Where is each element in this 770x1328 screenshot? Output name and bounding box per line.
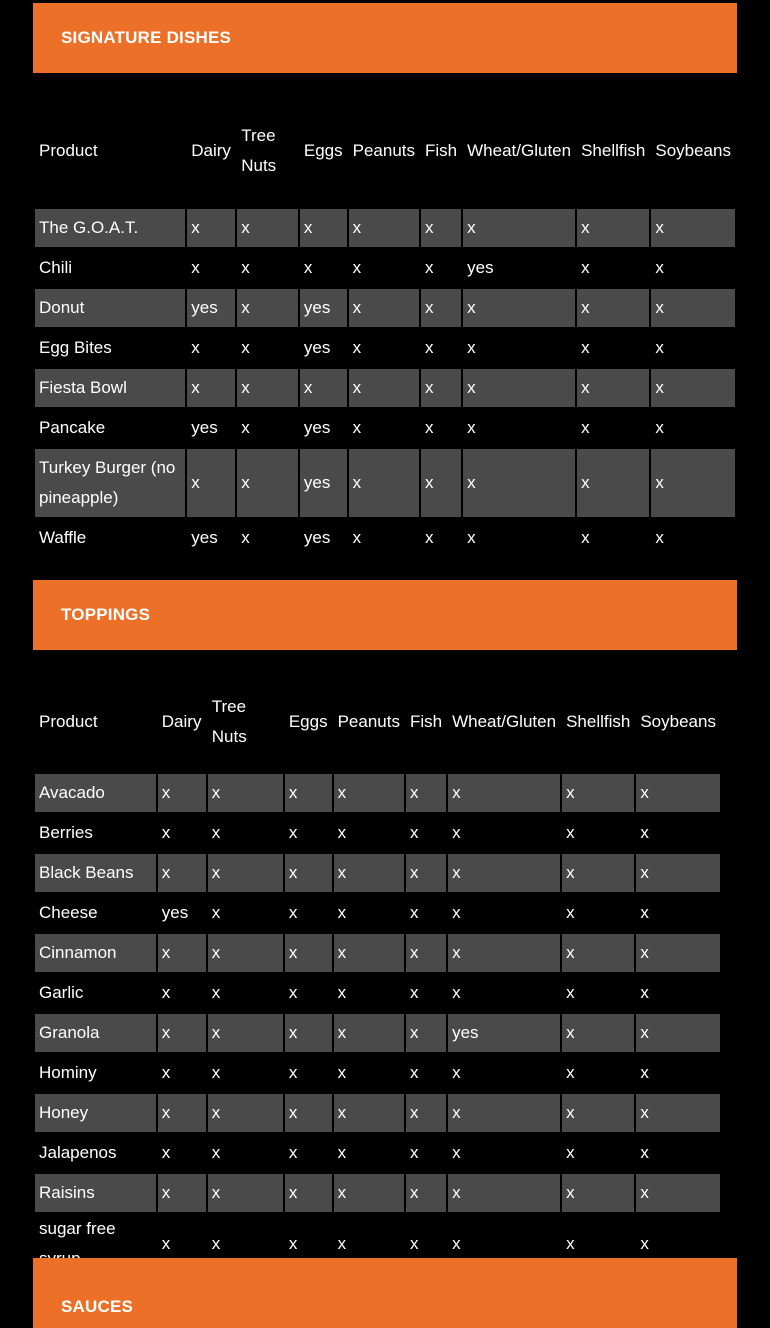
allergen-cell: x <box>285 934 332 972</box>
allergen-cell: x <box>655 418 664 437</box>
allergen-cell: x <box>406 854 446 892</box>
allergen-cell: x <box>463 369 575 407</box>
table-row <box>35 934 720 972</box>
allergen-cell: x <box>651 289 735 327</box>
table-row <box>35 289 735 327</box>
allergen-cell: x <box>337 983 347 1002</box>
allergen-cell: x <box>161 1143 171 1162</box>
allergen-cell: x <box>241 528 250 547</box>
product-name-cell: Cheese <box>39 903 98 922</box>
table-row <box>35 519 735 557</box>
allergen-cell: x <box>425 528 434 547</box>
allergen-cell: x <box>288 1234 298 1253</box>
product-name-cell: Chili <box>39 258 73 277</box>
allergen-cell: x <box>581 258 590 277</box>
allergen-cell: yes <box>191 418 218 437</box>
allergen-cell: x <box>337 823 347 842</box>
product-name-cell: Turkey Burger (no pineapple) <box>35 449 185 517</box>
table-row <box>35 1054 720 1092</box>
table-row <box>35 329 735 367</box>
product-name-cell: Black Beans <box>35 854 156 892</box>
allergen-cell: x <box>352 338 362 357</box>
allergen-cell: x <box>636 1014 720 1052</box>
product-name-cell: Garlic <box>39 983 84 1002</box>
column-header: Product <box>39 141 98 160</box>
allergen-cell: x <box>640 1143 649 1162</box>
column-header: Product <box>39 712 98 731</box>
allergen-cell: x <box>241 418 250 437</box>
allergen-cell: x <box>421 369 461 407</box>
allergen-cell: x <box>208 774 283 812</box>
table-row <box>35 449 735 517</box>
allergen-cell: x <box>636 1174 720 1212</box>
allergen-cell: x <box>300 209 347 247</box>
product-name-cell: Waffle <box>39 528 87 547</box>
allergen-cell: x <box>237 369 298 407</box>
allergen-cell: x <box>406 934 446 972</box>
column-header: Soybeans <box>655 141 731 160</box>
allergen-cell: yes <box>187 289 235 327</box>
allergen-cell: x <box>208 1094 283 1132</box>
table-header-row <box>35 692 720 752</box>
allergen-cell: x <box>562 774 634 812</box>
allergen-cell: x <box>562 934 634 972</box>
allergen-cell: x <box>640 823 649 842</box>
product-name-cell: The G.O.A.T. <box>35 209 185 247</box>
section-title: SIGNATURE DISHES <box>61 28 232 47</box>
allergen-cell: x <box>288 903 298 922</box>
allergen-cell: x <box>452 1234 461 1253</box>
allergen-cell: yes <box>467 258 494 277</box>
allergen-cell: x <box>191 258 200 277</box>
allergen-cell: x <box>158 1174 206 1212</box>
toppings-rows <box>35 774 720 1274</box>
allergen-cell: x <box>208 934 283 972</box>
allergen-cell: x <box>577 289 649 327</box>
column-header: Wheat/Gluten <box>467 141 572 160</box>
allergen-cell: x <box>334 1094 404 1132</box>
allergen-cell: x <box>452 903 461 922</box>
allergen-cell: x <box>208 854 283 892</box>
allergen-cell: x <box>448 1174 560 1212</box>
product-name-cell: Jalapenos <box>39 1143 117 1162</box>
section-header-toppings <box>33 580 737 650</box>
allergen-cell: x <box>288 983 298 1002</box>
column-header: Peanuts <box>352 141 416 160</box>
allergen-cell: x <box>406 1094 446 1132</box>
allergen-cell: x <box>566 1143 575 1162</box>
allergen-cell: x <box>566 983 575 1002</box>
allergen-cell: x <box>337 1234 347 1253</box>
allergen-cell: x <box>285 1014 332 1052</box>
allergen-cell: x <box>288 1143 298 1162</box>
allergen-cell: x <box>337 903 347 922</box>
allergen-cell: x <box>448 774 560 812</box>
allergen-cell: x <box>349 209 419 247</box>
allergen-cell: x <box>337 1143 347 1162</box>
allergen-cell: x <box>352 258 362 277</box>
allergen-cell: x <box>288 1063 298 1082</box>
allergen-cell: x <box>409 983 419 1002</box>
allergen-cell: x <box>421 209 461 247</box>
product-name-cell: Honey <box>35 1094 156 1132</box>
product-name-cell: Raisins <box>35 1174 156 1212</box>
allergen-cell: x <box>334 774 404 812</box>
table-row <box>35 209 735 247</box>
allergen-cell: x <box>349 369 419 407</box>
allergen-cell: x <box>187 369 235 407</box>
allergen-cell: x <box>651 369 735 407</box>
column-header: Wheat/Gluten <box>452 712 557 731</box>
column-header: Dairy <box>161 712 202 731</box>
allergen-cell: x <box>651 449 735 517</box>
allergen-cell: x <box>636 1094 720 1132</box>
product-name-cell: Avacado <box>35 774 156 812</box>
column-header: Shellfish <box>566 712 631 731</box>
allergen-cell: x <box>577 209 649 247</box>
column-header: Eggs <box>303 141 343 160</box>
column-header: Dairy <box>191 141 231 160</box>
allergen-cell: x <box>651 209 735 247</box>
allergen-cell: yes <box>448 1014 560 1052</box>
section-title: TOPPINGS <box>61 605 151 624</box>
allergen-cell: x <box>211 903 221 922</box>
table-row <box>35 974 720 1012</box>
section-header-sauces <box>33 1258 737 1328</box>
allergen-cell: x <box>566 1063 575 1082</box>
product-name-cell: Donut <box>35 289 185 327</box>
table-row <box>35 1094 720 1132</box>
allergen-cell: x <box>158 854 206 892</box>
allergen-cell: x <box>158 934 206 972</box>
allergen-cell: x <box>425 418 434 437</box>
allergen-cell: x <box>448 854 560 892</box>
column-header: Soybeans <box>640 712 716 731</box>
product-name-cell: sugar free <box>39 1219 116 1238</box>
allergen-cell: x <box>285 774 332 812</box>
table-row <box>35 1134 720 1172</box>
product-name-cell: Fiesta Bowl <box>35 369 185 407</box>
product-name-cell: Egg Bites <box>39 338 112 357</box>
allergen-cell: x <box>187 449 235 517</box>
signature-dishes-table <box>33 113 737 559</box>
column-header: Peanuts <box>337 712 400 731</box>
table-row <box>35 854 720 892</box>
signature-dishes-rows <box>35 209 735 557</box>
allergen-cell: x <box>640 1063 649 1082</box>
allergen-cell: x <box>211 1063 221 1082</box>
allergen-cell: x <box>448 934 560 972</box>
column-header: Fish <box>409 712 443 731</box>
allergen-cell: yes <box>161 903 189 922</box>
allergen-cell: x <box>349 289 419 327</box>
allergen-cell: x <box>409 823 419 842</box>
table-row <box>35 1014 720 1052</box>
allergen-cell: x <box>161 823 171 842</box>
allergen-cell: yes <box>300 289 347 327</box>
table-row <box>35 894 720 932</box>
section-header-signature-dishes <box>33 3 737 73</box>
allergen-cell: x <box>655 338 664 357</box>
allergen-cell: x <box>303 258 313 277</box>
allergen-cell: x <box>288 823 298 842</box>
table-row <box>35 1174 720 1212</box>
section-title: SAUCES <box>61 1297 134 1316</box>
allergen-cell: x <box>237 449 298 517</box>
table-row <box>35 369 735 407</box>
allergen-cell: yes <box>300 449 347 517</box>
allergen-cell: x <box>463 289 575 327</box>
allergen-cell: x <box>161 1234 171 1253</box>
allergen-cell: x <box>409 1143 419 1162</box>
column-header: Eggs <box>288 712 328 731</box>
table-row <box>35 249 735 287</box>
allergen-cell: x <box>334 1014 404 1052</box>
column-header: Tree Nuts <box>241 126 277 175</box>
column-header: Tree Nuts <box>211 697 247 746</box>
allergen-cell: x <box>334 1174 404 1212</box>
allergen-cell: x <box>349 449 419 517</box>
allergen-cell: x <box>409 1063 419 1082</box>
allergen-cell: x <box>452 983 461 1002</box>
allergen-cell: yes <box>303 528 331 547</box>
allergen-cell: x <box>566 823 575 842</box>
allergen-cell: x <box>285 854 332 892</box>
allergen-cell: x <box>640 903 649 922</box>
allergen-cell: x <box>285 1174 332 1212</box>
allergen-cell: x <box>241 258 250 277</box>
allergen-cell: x <box>211 823 221 842</box>
allergen-cell: x <box>334 854 404 892</box>
allergen-cell: x <box>566 1234 575 1253</box>
allergen-cell: x <box>406 1174 446 1212</box>
allergen-cell: x <box>640 1234 649 1253</box>
allergen-cell: x <box>352 528 362 547</box>
table-header-row <box>35 115 735 187</box>
allergen-cell: x <box>334 934 404 972</box>
product-name-cell: Cinnamon <box>35 934 156 972</box>
allergen-cell: x <box>421 449 461 517</box>
allergen-cell: x <box>241 338 250 357</box>
allergen-cell: x <box>406 774 446 812</box>
allergen-cell: x <box>640 983 649 1002</box>
allergen-cell: x <box>463 449 575 517</box>
allergen-cell: yes <box>191 528 218 547</box>
allergen-cell: x <box>655 528 664 547</box>
product-name-cell: Berries <box>39 823 93 842</box>
allergen-cell: x <box>161 983 171 1002</box>
allergen-cell: x <box>421 289 461 327</box>
product-name-cell: Granola <box>35 1014 156 1052</box>
allergen-cell: x <box>581 528 590 547</box>
allergen-cell: x <box>211 1234 221 1253</box>
allergen-cell: x <box>300 369 347 407</box>
product-name-cell: Pancake <box>39 418 106 437</box>
allergen-cell: x <box>452 1063 461 1082</box>
allergen-cell: x <box>581 418 590 437</box>
allergen-cell: x <box>237 209 298 247</box>
allergen-cell: x <box>158 1094 206 1132</box>
allergen-cell: x <box>636 934 720 972</box>
allergen-cell: x <box>208 1014 283 1052</box>
allergen-cell: x <box>237 289 298 327</box>
allergen-cell: x <box>562 1014 634 1052</box>
allergen-cell: x <box>467 528 476 547</box>
allergen-cell: x <box>577 449 649 517</box>
allergen-cell: x <box>161 1063 171 1082</box>
allergen-cell: x <box>211 983 221 1002</box>
allergen-cell: x <box>352 418 362 437</box>
allergen-cell: x <box>463 209 575 247</box>
allergen-cell: x <box>562 854 634 892</box>
allergen-cell: x <box>406 1014 446 1052</box>
product-name-cell: Hominy <box>39 1063 97 1082</box>
column-header: Shellfish <box>581 141 646 160</box>
allergen-cell: x <box>158 774 206 812</box>
allergen-cell: yes <box>303 338 331 357</box>
allergen-cell: x <box>467 338 476 357</box>
allergen-cell: x <box>409 1234 419 1253</box>
table-row <box>35 814 720 852</box>
allergen-cell: x <box>562 1174 634 1212</box>
toppings-table <box>33 690 722 1276</box>
allergen-cell: x <box>158 1014 206 1052</box>
table-row <box>35 774 720 812</box>
allergen-cell: x <box>581 338 590 357</box>
allergen-cell: x <box>577 369 649 407</box>
allergen-cell: x <box>425 338 434 357</box>
allergen-cell: x <box>448 1094 560 1132</box>
allergen-cell: x <box>452 1143 461 1162</box>
allergen-cell: x <box>636 854 720 892</box>
column-header: Fish <box>425 141 458 160</box>
allergen-cell: x <box>467 418 476 437</box>
table-row <box>35 409 735 447</box>
allergen-cell: x <box>337 1063 347 1082</box>
allergen-cell: x <box>452 823 461 842</box>
allergen-cell: x <box>655 258 664 277</box>
allergen-cell: x <box>187 209 235 247</box>
allergen-cell: x <box>285 1094 332 1132</box>
allergen-cell: x <box>191 338 200 357</box>
allergen-cell: x <box>409 903 419 922</box>
allergen-cell: x <box>211 1143 221 1162</box>
allergen-cell: yes <box>303 418 331 437</box>
allergen-cell: x <box>562 1094 634 1132</box>
allergen-cell: x <box>208 1174 283 1212</box>
allergen-cell: x <box>636 774 720 812</box>
allergen-cell: x <box>566 903 575 922</box>
allergen-cell: x <box>425 258 434 277</box>
